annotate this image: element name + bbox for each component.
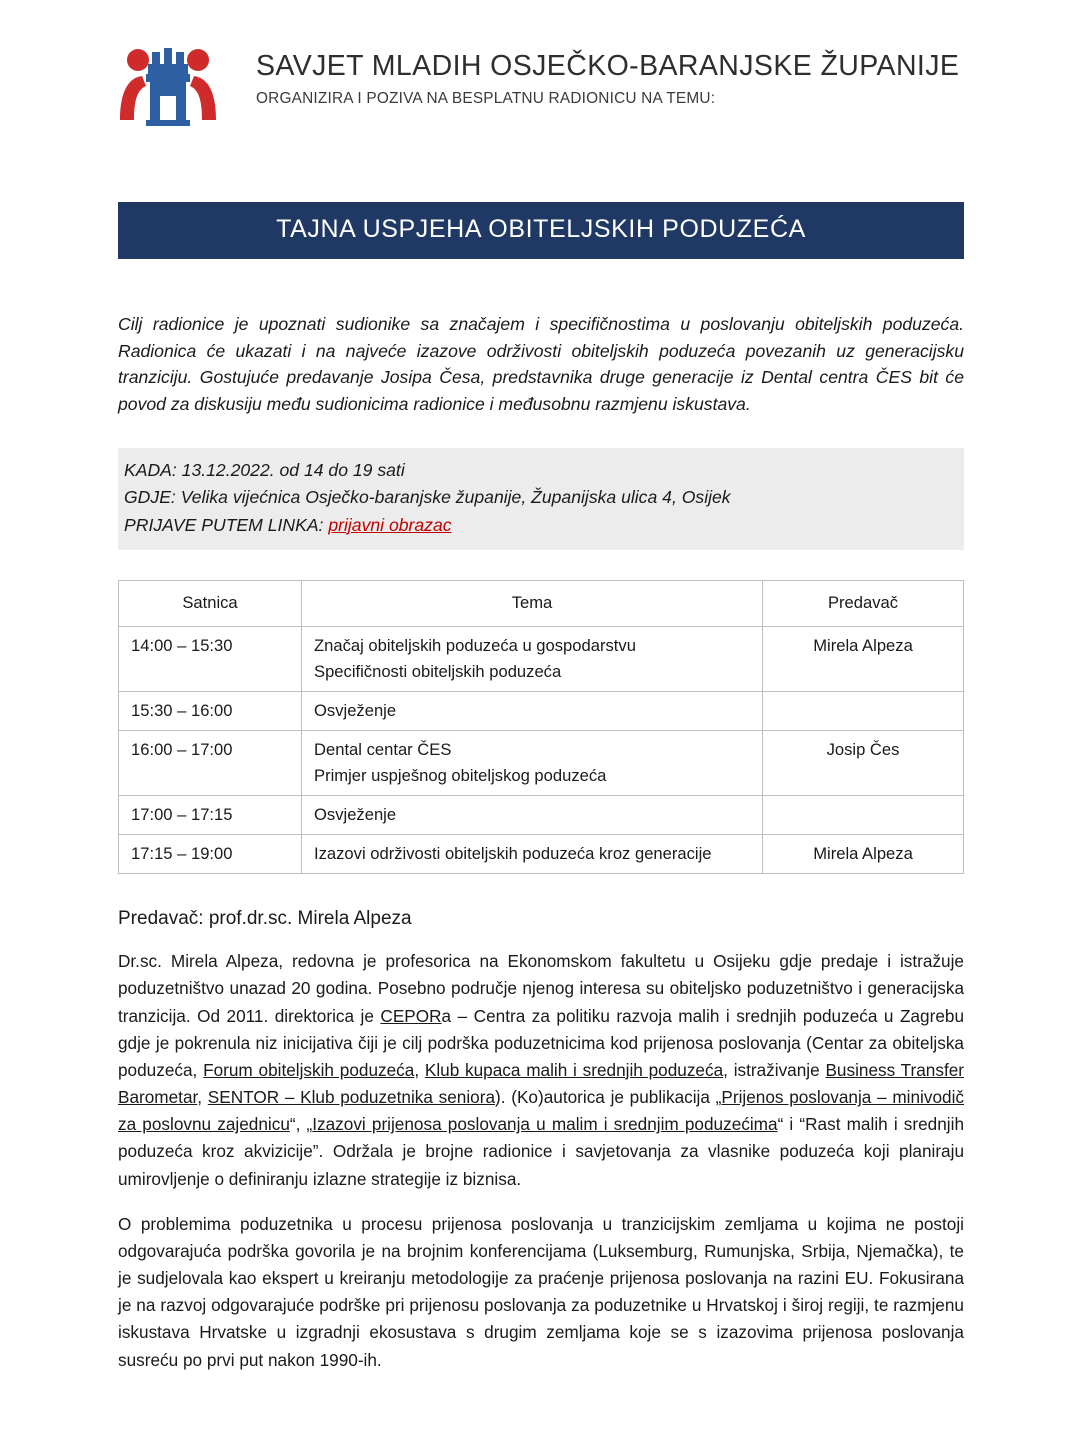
table-row xyxy=(119,796,964,835)
cell-topic: Osvježenje xyxy=(302,692,763,731)
cell-topic xyxy=(302,627,763,692)
lecturer-biography-paragraph-2: O problemima poduzetnika u procesu prijenosa poslovanja u tranzicijskim zemljama u kojima ne postoji odgovarajuća podrška govorila je na brojnim konferencijama (Luksemburg, Rumunjska, Srbija, Njemačka), te je sudjelovala kao ekspert u kreiranju metodologije za praćenje prijenosa poslovanja na razini EU. Fokusirana je na razvoj odgovarajuće podrške pri prijenosu poslovanja za poduzetnike u Hrvatskoj i široj regiji, te razmjenu iskustava Hrvatske u izgradnji ekosustava s drugim zemljama koje se s izazovima prijenosa poslovanja susreću po prvi put nakon 1990-ih. xyxy=(118,1213,964,1370)
bio-link-sentor[interactable]: SENTOR – Klub poduzetnika seniora xyxy=(207,1087,496,1108)
cell-topic-line2: Specifičnosti obiteljskih poduzeća xyxy=(314,662,562,682)
bio-text-7: “, „ xyxy=(289,1114,313,1135)
cell-time: 15:30 – 16:00 xyxy=(119,692,302,731)
bio-text-5: , xyxy=(197,1087,208,1108)
column-header-time: Satnica xyxy=(119,581,302,627)
cell-speaker: Josip Čes xyxy=(763,731,964,796)
application-form-link[interactable]: prijavni obrazac xyxy=(328,514,452,535)
bio-text-3: , xyxy=(414,1059,425,1080)
table-row xyxy=(119,627,964,692)
event-info-block xyxy=(118,448,964,550)
bio-link-minivodic[interactable]: Prijenos poslovanja – minivodič za poslovnu zajednicu xyxy=(118,1087,965,1135)
cell-time: 16:00 – 17:00 xyxy=(119,731,302,796)
cell-speaker: Mirela Alpeza xyxy=(763,627,964,692)
column-header-topic: Tema xyxy=(302,581,763,627)
bio-text-8: “ i “Rast malih i srednjih poduzeća kroz akvizicije”. Održala je brojne radionice i savjetovanja za vlasnike poduzeća koji planiraju umirovljenje o definiranju izlazne strategije iz biznisa. xyxy=(118,1114,964,1189)
cell-time: 14:00 – 15:30 xyxy=(119,627,302,692)
bio-link-izazovi[interactable]: Izazovi prijenosa poslovanja u malim i srednjim poduzećima xyxy=(312,1114,778,1135)
workshop-title-banner: TAJNA USPJEHA OBITELJSKIH PODUZEĆA xyxy=(118,202,964,259)
lecturer-biography-paragraph-1 xyxy=(118,948,964,1193)
cell-topic-line1: Značaj obiteljskih poduzeća u gospodarstvu xyxy=(314,636,636,656)
bio-text-6: ). (Ko)autorica je publikacija „ xyxy=(495,1087,722,1108)
event-where: GDJE: Velika vijećnica Osječko-baranjske županije, Županijska ulica 4, Osijek xyxy=(124,487,731,508)
intro-paragraph: Cilj radionice je upoznati sudionike sa značajem i specifičnostima u poslovanju obiteljskih poduzeća. Radionica će ukazati i na najveće izazove održivosti obiteljskih poduzeća povezanih uz generacijsku tranziciju. Gostujuće predavanje Josipa Česa, predstavnika druge generacije iz Dental centra ČES bit će povod za diskusiju među sudionicima radionice i međusobnu razmjenu iskustava. xyxy=(118,314,964,415)
cell-speaker xyxy=(763,692,964,731)
savjet-mladih-logo xyxy=(116,34,220,130)
cell-topic-line2: Primjer uspješnog obiteljskog poduzeća xyxy=(314,766,607,786)
cell-topic xyxy=(302,731,763,796)
cell-time: 17:00 – 17:15 xyxy=(119,796,302,835)
header-text-block xyxy=(256,32,959,108)
table-row xyxy=(119,731,964,796)
bio-link-klub-kupaca[interactable]: Klub kupaca malih i srednjih poduzeća xyxy=(424,1059,724,1080)
table-header-row xyxy=(119,581,964,627)
cell-topic: Izazovi održivosti obiteljskih poduzeća kroz generacije xyxy=(302,835,763,874)
cell-speaker: Mirela Alpeza xyxy=(763,835,964,874)
cell-topic: Osvježenje xyxy=(302,796,763,835)
organization-subtitle: ORGANIZIRA I POZIVA NA BESPLATNU RADIONICU NA TEMU: xyxy=(256,90,716,107)
cell-speaker xyxy=(763,796,964,835)
event-when: KADA: 13.12.2022. od 14 do 19 sati xyxy=(124,459,405,480)
bio-text-1: Dr.sc. Mirela Alpeza, redovna je profesorica na Ekonomskom fakultetu u Osijeku gdje predaje i istražuje poduzetništvo unazad 20 godina. Posebno područje njenog interesa su obiteljsko poduzetništvo i generacijska tranzicija. Od 2011. direktorica je xyxy=(118,951,964,1026)
schedule-table xyxy=(118,580,964,874)
table-row xyxy=(119,835,964,874)
table-row xyxy=(119,692,964,731)
bio-link-cepor[interactable]: CEPOR xyxy=(380,1005,442,1026)
bio-text-4: , istraživanje xyxy=(723,1059,826,1080)
bio-link-barometar[interactable]: Business Transfer Barometar xyxy=(118,1059,965,1108)
bio-text-2: a – Centra za politiku razvoja malih i srednjih poduzeća u Zagrebu gdje je pokrenula niz inicijativa čiji je cilj podrška poduzetnicima kod prijenosa poslovanja (Centar za obiteljska poduzeća, xyxy=(118,1005,964,1080)
event-apply xyxy=(124,512,958,539)
apply-label: PRIJAVE PUTEM LINKA: xyxy=(124,514,324,535)
document-header xyxy=(58,24,1020,130)
bio-link-forum[interactable]: Forum obiteljskih poduzeća xyxy=(203,1059,415,1080)
column-header-speaker: Predavač xyxy=(763,581,964,627)
cell-topic-line1: Dental centar ČES xyxy=(314,740,452,760)
organization-title: SAVJET MLADIH OSJEČKO-BARANJSKE ŽUPANIJE xyxy=(256,50,960,82)
lecturer-heading: Predavač: prof.dr.sc. Mirela Alpeza xyxy=(118,908,412,930)
cell-time: 17:15 – 19:00 xyxy=(119,835,302,874)
